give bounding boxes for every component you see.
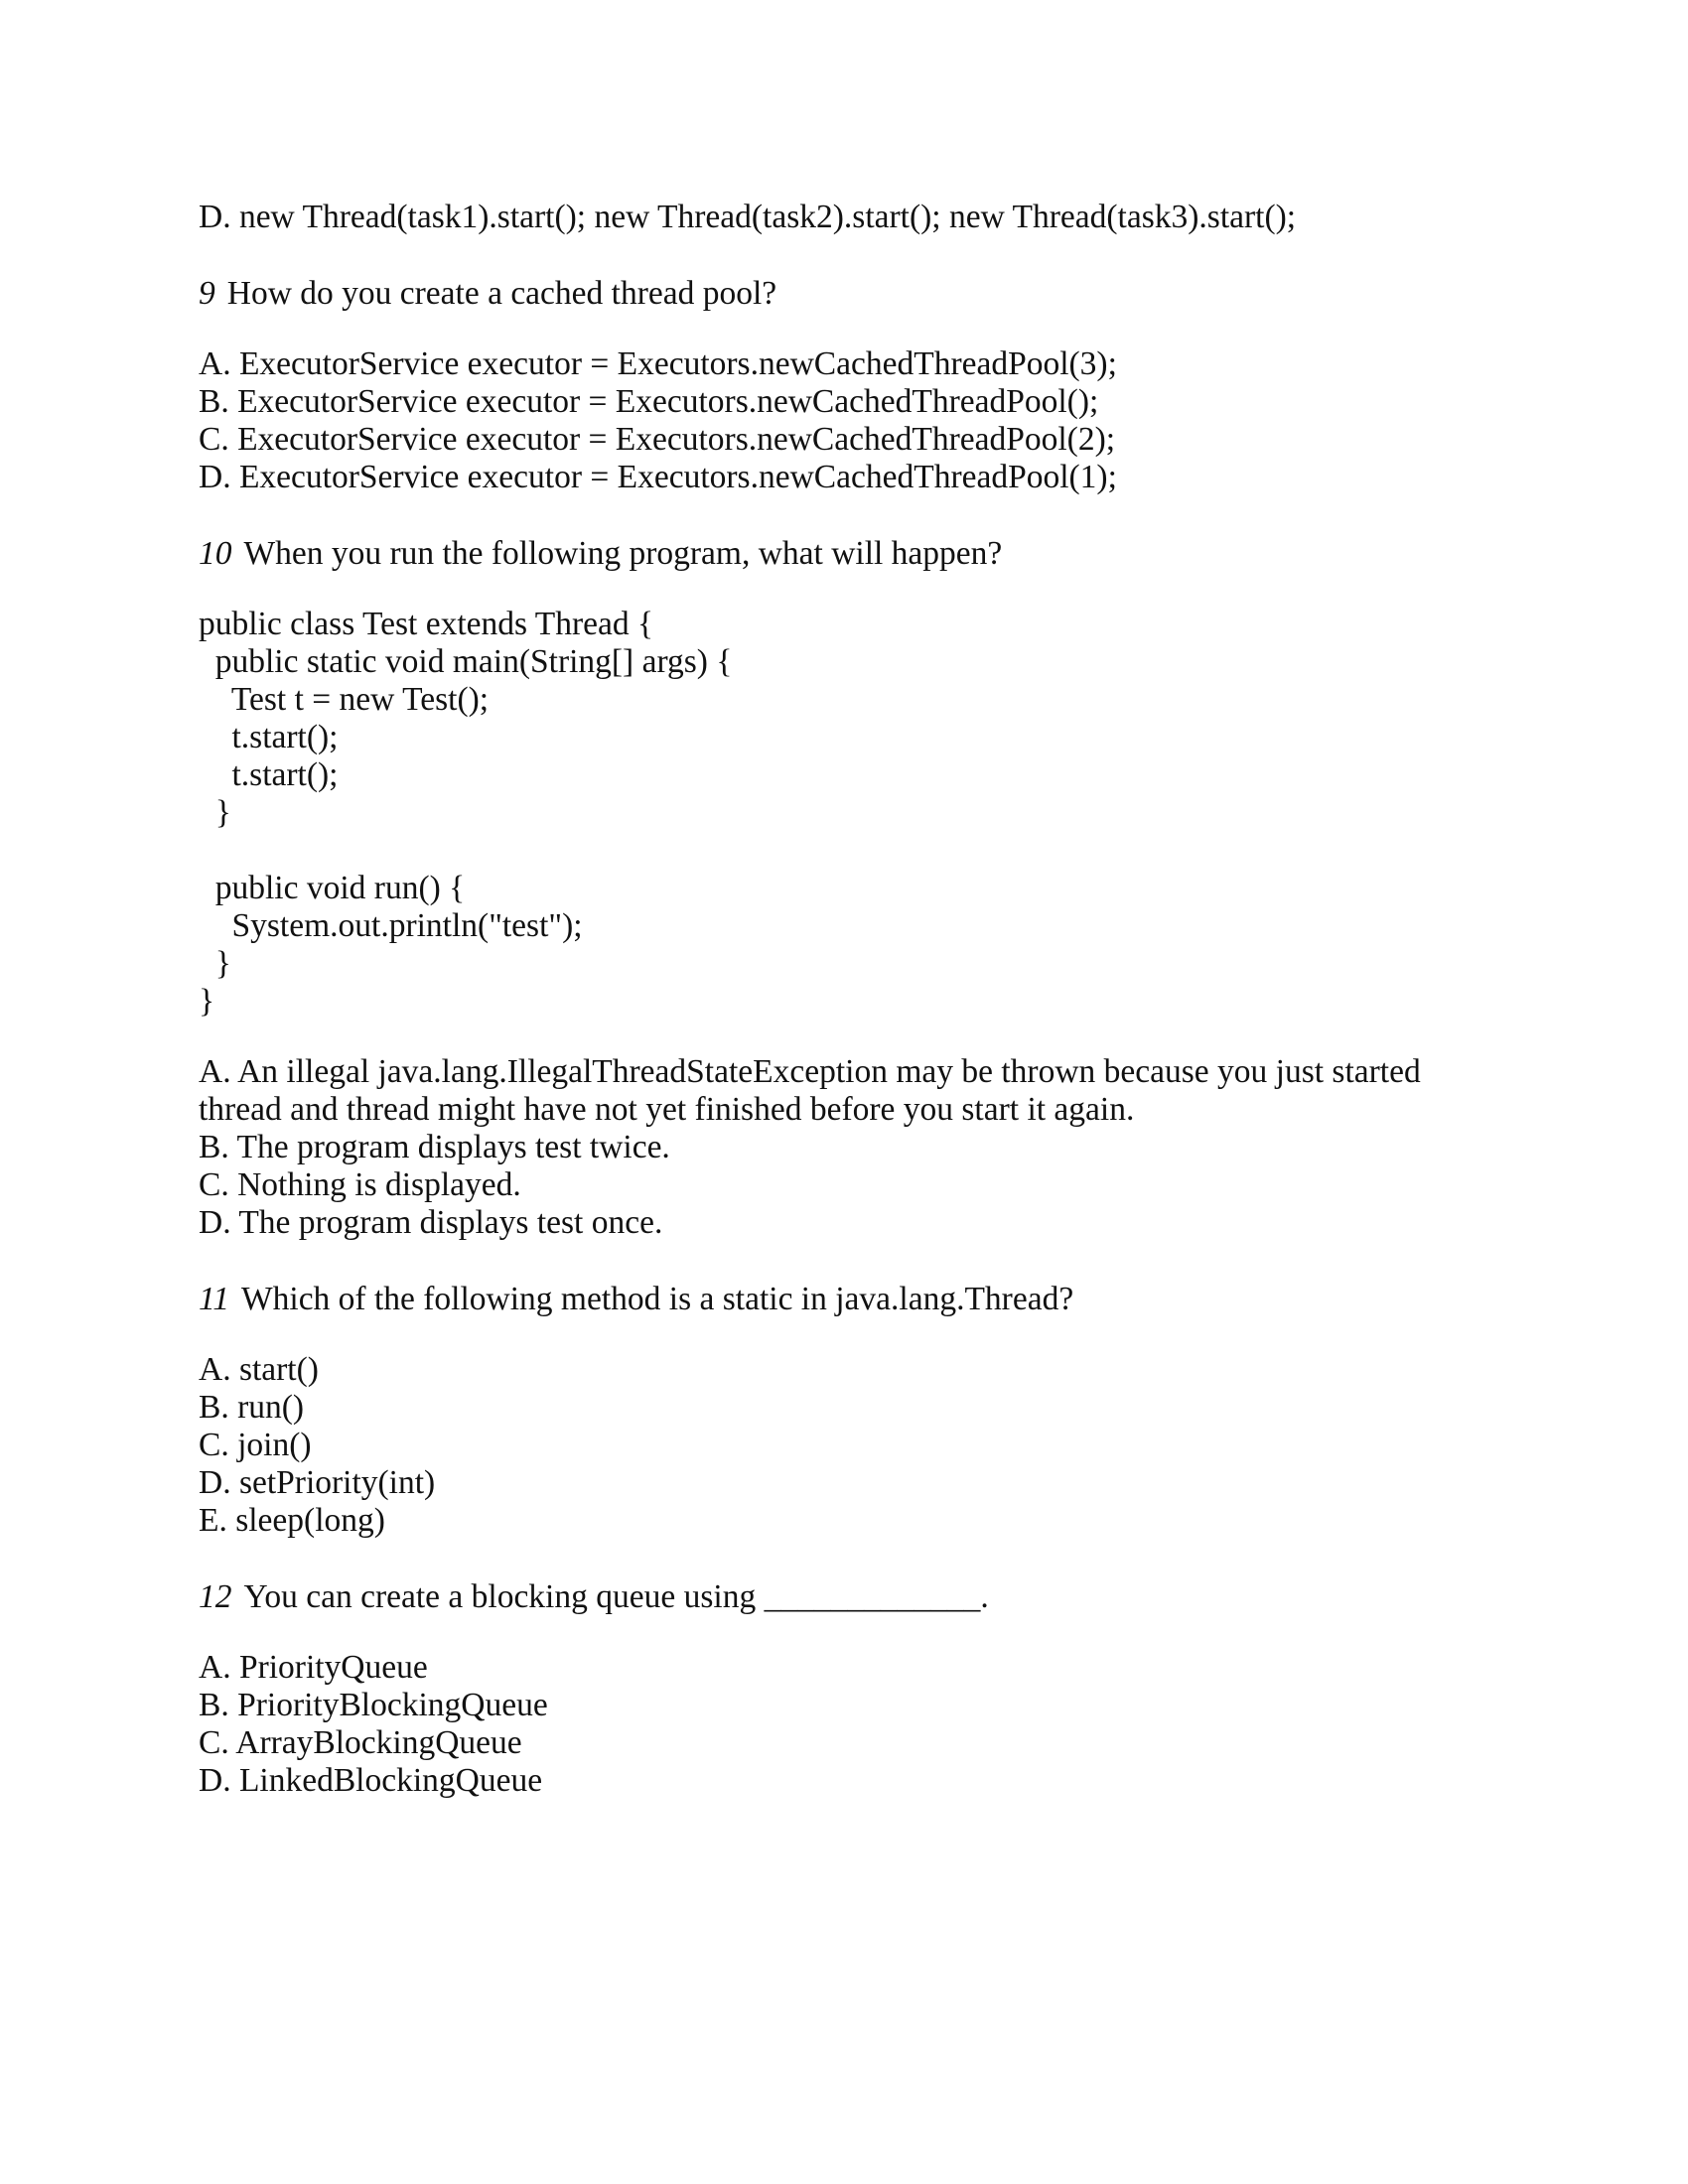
code-block [199, 606, 1509, 1021]
question-12-stem [199, 1578, 1509, 1616]
option-d: D. The program displays test once. [199, 1204, 663, 1241]
option-e: E. sleep(long) [199, 1502, 385, 1539]
question-number: 9 [199, 275, 215, 312]
question-10 [199, 535, 1509, 1242]
option-a: A. An illegal java.lang.IllegalThreadStateException may be thrown because you just started thread and thread might have not yet finished before you start it again. [199, 1053, 1421, 1128]
option-b: B. The program displays test twice. [199, 1129, 670, 1165]
question-text: Which of the following method is a static in java.lang.Thread? [241, 1281, 1074, 1317]
question-text: How do you create a cached thread pool? [226, 275, 777, 312]
question-11-stem [199, 1281, 1509, 1318]
option-a: A. ExecutorService executor = Executors.newCachedThreadPool(3); [199, 345, 1117, 382]
question-text: You can create a blocking queue using _____________. [243, 1578, 989, 1615]
code-line: Test t = new Test(); [199, 681, 490, 718]
code-line: public static void main(String[] args) { [199, 643, 733, 680]
document-page [199, 199, 1509, 1800]
question-9 [199, 275, 1509, 496]
option-d: D. LinkedBlockingQueue [199, 1762, 543, 1799]
option-c: C. Nothing is displayed. [199, 1166, 521, 1203]
option-a: A. start() [199, 1351, 319, 1388]
code-line-blank [199, 832, 1509, 870]
question-number: 11 [199, 1281, 230, 1317]
option-d: D. setPriority(int) [199, 1464, 436, 1501]
question-number: 12 [199, 1578, 232, 1615]
option-b: B. PriorityBlockingQueue [199, 1687, 548, 1723]
question-10-stem [199, 535, 1509, 573]
option-b: B. run() [199, 1389, 305, 1426]
question-12 [199, 1578, 1509, 1800]
code-line: System.out.println("test"); [199, 907, 583, 944]
code-line: t.start(); [199, 756, 339, 793]
question-number: 10 [199, 535, 232, 572]
code-line: } [199, 945, 231, 982]
option-d: D. ExecutorService executor = Executors.newCachedThreadPool(1); [199, 459, 1117, 495]
question-text: When you run the following program, what will happen? [243, 535, 1003, 572]
option-c: C. ExecutorService executor = Executors.newCachedThreadPool(2); [199, 421, 1116, 458]
code-line: public class Test extends Thread { [199, 606, 654, 642]
carryover-option-d: D. new Thread(task1).start(); new Thread(task2).start(); new Thread(task3).start(); [199, 199, 1297, 235]
option-b: B. ExecutorService executor = Executors.newCachedThreadPool(); [199, 383, 1099, 420]
code-line: } [199, 794, 231, 831]
question-11 [199, 1281, 1509, 1540]
option-c: C. ArrayBlockingQueue [199, 1724, 522, 1761]
option-a: A. PriorityQueue [199, 1649, 428, 1686]
code-line: } [199, 983, 215, 1020]
code-line: public void run() { [199, 870, 466, 906]
option-c: C. join() [199, 1427, 312, 1463]
question-9-stem [199, 275, 1509, 313]
code-line: t.start(); [199, 719, 339, 755]
